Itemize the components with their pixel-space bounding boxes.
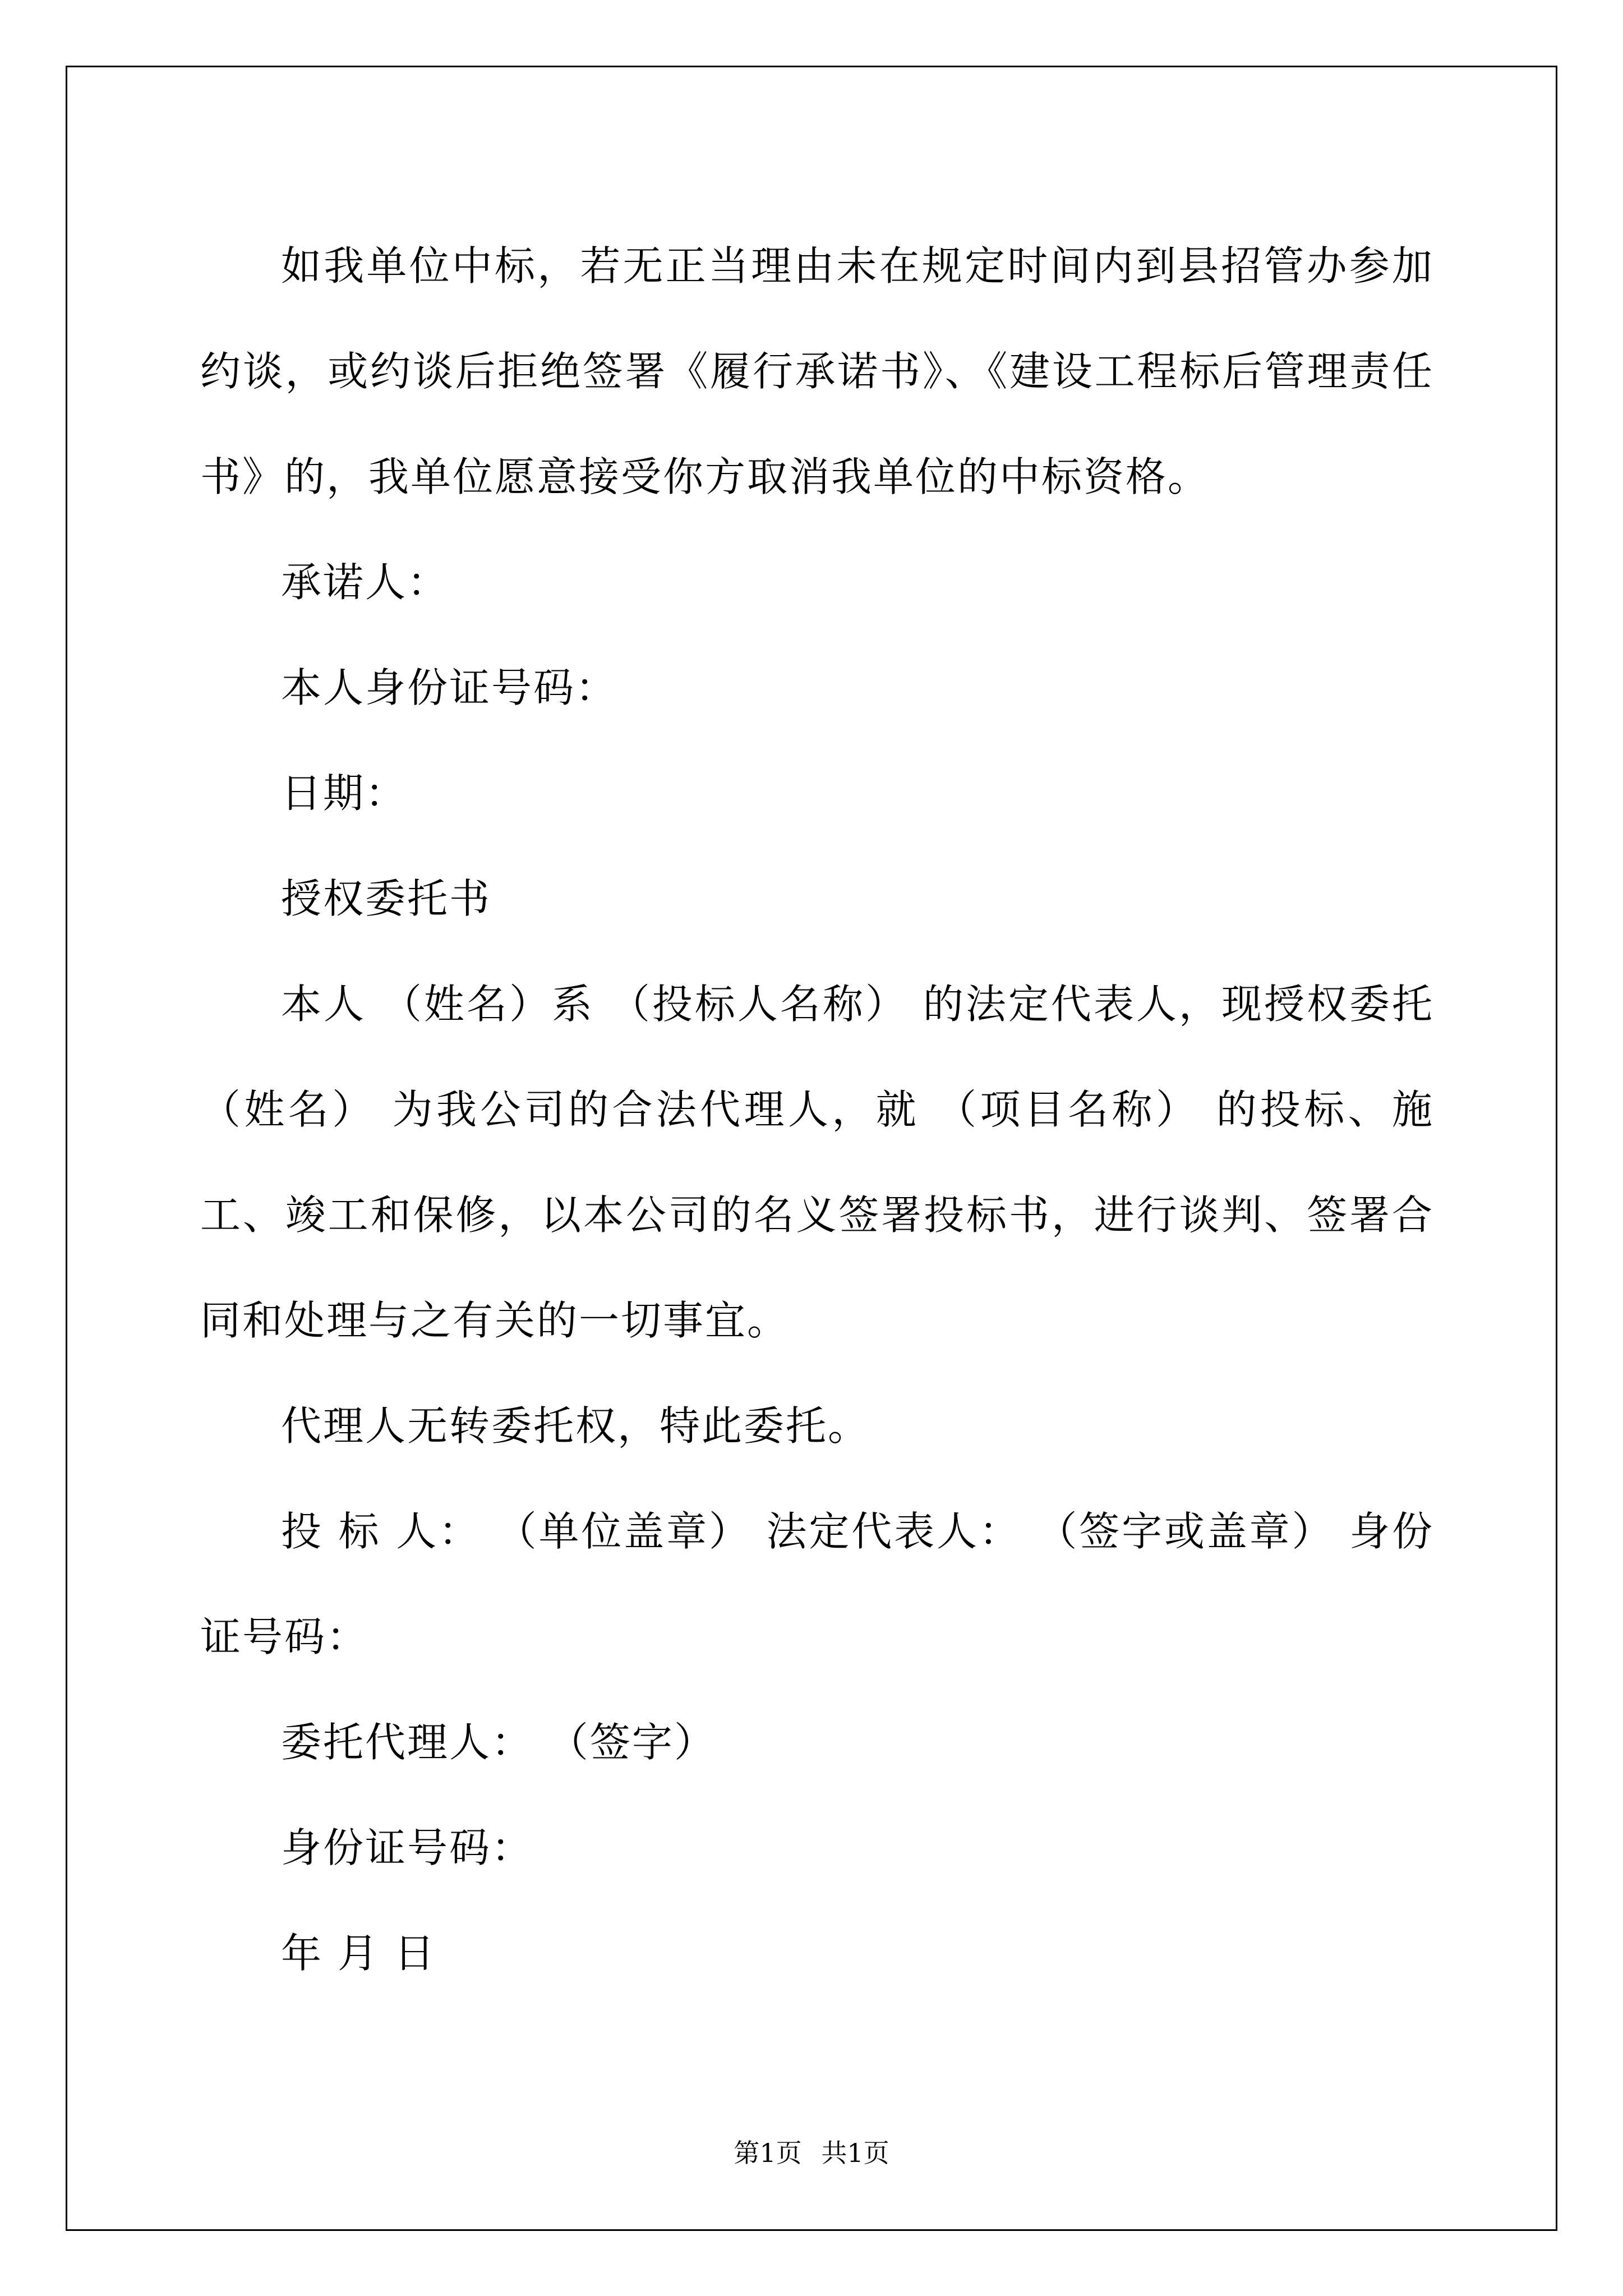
paragraph-commitment: 如我单位中标，若无正当理由未在规定时间内到县招管办参加约谈，或约谈后拒绝签署《履行承诺书》、《建设工程标后管理责任书》的，我单位愿意接受你方取消我单位的中标资格。 [200, 242, 1434, 500]
paragraph-id-number: 本人身份证号码： [281, 664, 618, 711]
paragraph-agent-id-number: 身份证号码： [281, 1824, 534, 1871]
paragraph-bidder-signature: 投 标 人： （单位盖章） 法定代表人： （签字或盖章） 身份证号码： [200, 1508, 1434, 1660]
paragraph-agent-signature: 委托代理人： （签字） [281, 1719, 716, 1766]
page-footer [0, 2136, 1623, 2170]
paragraph-promisor: 承诺人： [281, 559, 450, 606]
paragraph-signing-date: 年 月 日 [281, 1930, 436, 1977]
page-total: 共1页 [821, 2138, 889, 2168]
document-body [200, 213, 1434, 2006]
paragraph-authorization: 本人 （姓名）系 （投标人名称） 的法定代表人，现授权委托 （姓名） 为我公司的合法代理人，就 （项目名称） 的投标、施工、竣工和保修，以本公司的名义签署投标书，进行谈判、签署合同和处理与之有关的一切事宜。 [200, 981, 1434, 1344]
page-number: 第1页 [734, 2138, 802, 2168]
paragraph-date: 日期： [281, 770, 408, 817]
paragraph-no-subdelegation: 代理人无转委托权，特此委托。 [281, 1402, 870, 1450]
section-title-authorization: 授权委托书 [281, 875, 492, 922]
